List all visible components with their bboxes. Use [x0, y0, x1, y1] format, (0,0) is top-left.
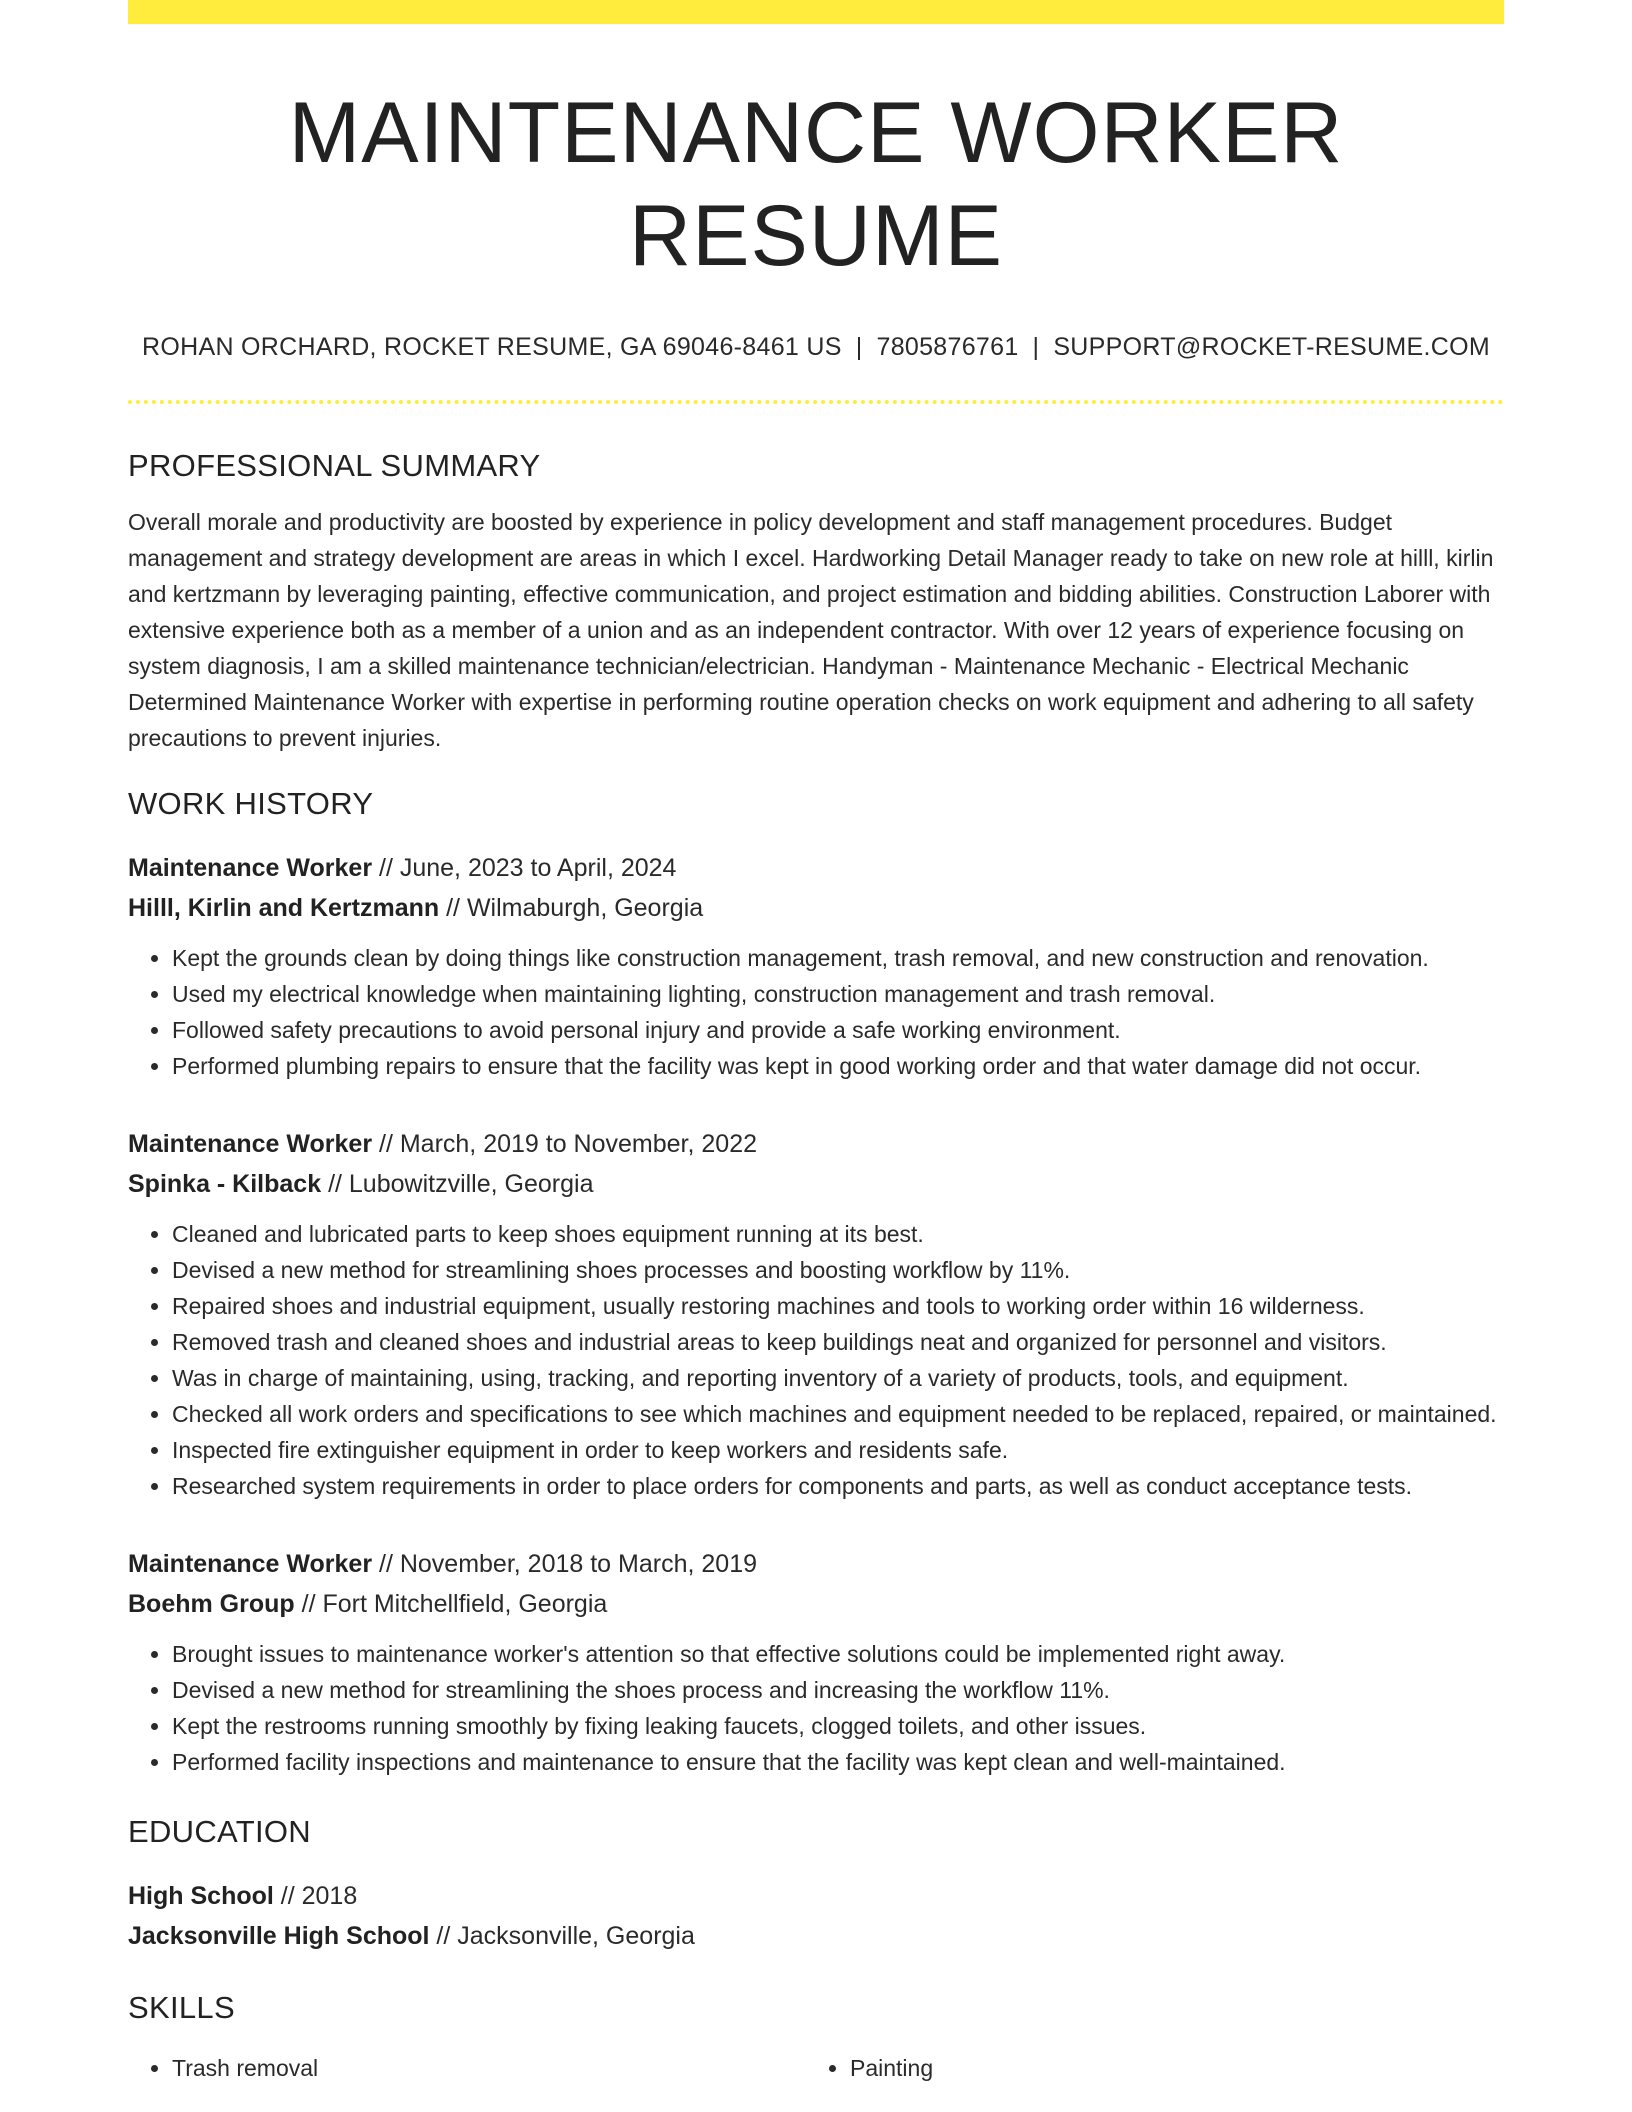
job-company-line	[128, 1584, 1504, 1624]
education-school: Jacksonville High School	[128, 1922, 430, 1951]
list-item: • Was in charge of maintaining, using, tracking, and reporting inventory of a variety of products, tools, and equipment.	[172, 1360, 1504, 1396]
job-entry	[128, 848, 1504, 1084]
contact-address: ROHAN ORCHARD, ROCKET RESUME, GA 69046-8461 US	[142, 333, 842, 362]
work-history-heading: WORK HISTORY	[128, 786, 374, 822]
job-title: Maintenance Worker	[128, 1130, 373, 1159]
job-bullets	[128, 1216, 1504, 1504]
job-location: // Fort Mitchellfield, Georgia	[294, 1590, 608, 1619]
job-company-line	[128, 888, 1504, 928]
top-accent-bar	[128, 0, 1504, 24]
job-title-line	[128, 848, 1504, 888]
contact-email: SUPPORT@ROCKET-RESUME.COM	[1053, 333, 1490, 362]
job-title: Maintenance Worker	[128, 1550, 373, 1579]
skills-heading: SKILLS	[128, 1990, 235, 2026]
list-item: • Repaired shoes and industrial equipment, usually restoring machines and tools to working order within 16 wilderness.	[172, 1288, 1504, 1324]
list-item: • Performed plumbing repairs to ensure that the facility was kept in good working order and that water damage did not occur.	[172, 1048, 1504, 1084]
list-item: • Kept the restrooms running smoothly by fixing leaking faucets, clogged toilets, and other issues.	[172, 1708, 1504, 1744]
job-location: // Wilmaburgh, Georgia	[439, 894, 704, 923]
skills-column-right	[806, 2050, 1484, 2086]
list-item: • Inspected fire extinguisher equipment in order to keep workers and residents safe.	[172, 1432, 1504, 1468]
dotted-divider	[128, 400, 1504, 404]
resume-page	[128, 0, 1504, 2086]
job-company-line	[128, 1164, 1504, 1204]
job-company: Hilll, Kirlin and Kertzmann	[128, 894, 440, 923]
contact-line	[128, 333, 1504, 362]
list-item: • Removed trash and cleaned shoes and industrial areas to keep buildings neat and organized for personnel and visitors.	[172, 1324, 1504, 1360]
summary-text: Overall morale and productivity are boosted by experience in policy development and staff management procedures. Budget management and strategy development are areas in which I excel. Hardworking Detail Manager ready to take on new role at hilll, kirlin and kertzmann by leveraging painting, effective communication, and project estimation and bidding abilities. Construction Laborer with extensive experience both as a member of a union and as an independent contractor. With over 12 years of experience focusing on system diagnosis, I am a skilled maintenance technician/electrician. Handyman - Maintenance Mechanic - Electrical Mechanic Determined Maintenance Worker with expertise in performing routine operation checks on work equipment and adhering to all safety precautions to prevent injuries.	[128, 509, 1494, 752]
skill-item: • Trash removal	[172, 2050, 806, 2086]
resume-title: MAINTENANCE WORKER RESUME	[288, 85, 1344, 285]
list-item: • Devised a new method for streamlining shoes processes and boosting workflow by 11%.	[172, 1252, 1504, 1288]
job-entry	[128, 1544, 1504, 1780]
job-company: Spinka - Kilback	[128, 1170, 322, 1199]
job-entry	[128, 1124, 1504, 1504]
job-dates: // March, 2019 to November, 2022	[372, 1130, 757, 1159]
job-title-line	[128, 1544, 1504, 1584]
contact-phone: 7805876761	[876, 333, 1019, 362]
list-item: • Followed safety precautions to avoid personal injury and provide a safe working environment.	[172, 1012, 1504, 1048]
list-item: • Kept the grounds clean by doing things like construction management, trash removal, and new construction and renovation.	[172, 940, 1504, 976]
skills-list	[128, 2050, 1504, 2086]
list-item: • Devised a new method for streamlining the shoes process and increasing the workflow 11%.	[172, 1672, 1504, 1708]
education-degree-line	[128, 1876, 1504, 1916]
contact-separator: |	[855, 333, 863, 362]
job-title-line	[128, 1124, 1504, 1164]
skills-column-left	[128, 2050, 806, 2086]
education-heading: EDUCATION	[128, 1814, 311, 1850]
summary-heading: PROFESSIONAL SUMMARY	[128, 448, 541, 484]
job-bullets	[128, 1636, 1504, 1780]
list-item: • Checked all work orders and specifications to see which machines and equipment needed to be replaced, repaired, or maintained.	[172, 1396, 1504, 1432]
list-item: • Cleaned and lubricated parts to keep shoes equipment running at its best.	[172, 1216, 1504, 1252]
skill-item: • Painting	[850, 2050, 1484, 2086]
list-item: • Used my electrical knowledge when maintaining lighting, construction management and trash removal.	[172, 976, 1504, 1012]
job-location: // Lubowitzville, Georgia	[321, 1170, 594, 1199]
education-location: // Jacksonville, Georgia	[429, 1922, 695, 1951]
list-item: • Performed facility inspections and maintenance to ensure that the facility was kept clean and well-maintained.	[172, 1744, 1504, 1780]
education-degree: High School	[128, 1882, 274, 1911]
job-dates: // November, 2018 to March, 2019	[372, 1550, 757, 1579]
job-bullets	[128, 940, 1504, 1084]
list-item: • Brought issues to maintenance worker's attention so that effective solutions could be implemented right away.	[172, 1636, 1504, 1672]
job-title: Maintenance Worker	[128, 854, 373, 883]
list-item: • Researched system requirements in order to place orders for components and parts, as well as conduct acceptance tests.	[172, 1468, 1504, 1504]
education-school-line	[128, 1916, 1504, 1956]
job-dates: // June, 2023 to April, 2024	[372, 854, 677, 883]
job-company: Boehm Group	[128, 1590, 295, 1619]
education-entry	[128, 1876, 1504, 1956]
education-year: // 2018	[273, 1882, 358, 1911]
contact-separator: |	[1032, 333, 1040, 362]
